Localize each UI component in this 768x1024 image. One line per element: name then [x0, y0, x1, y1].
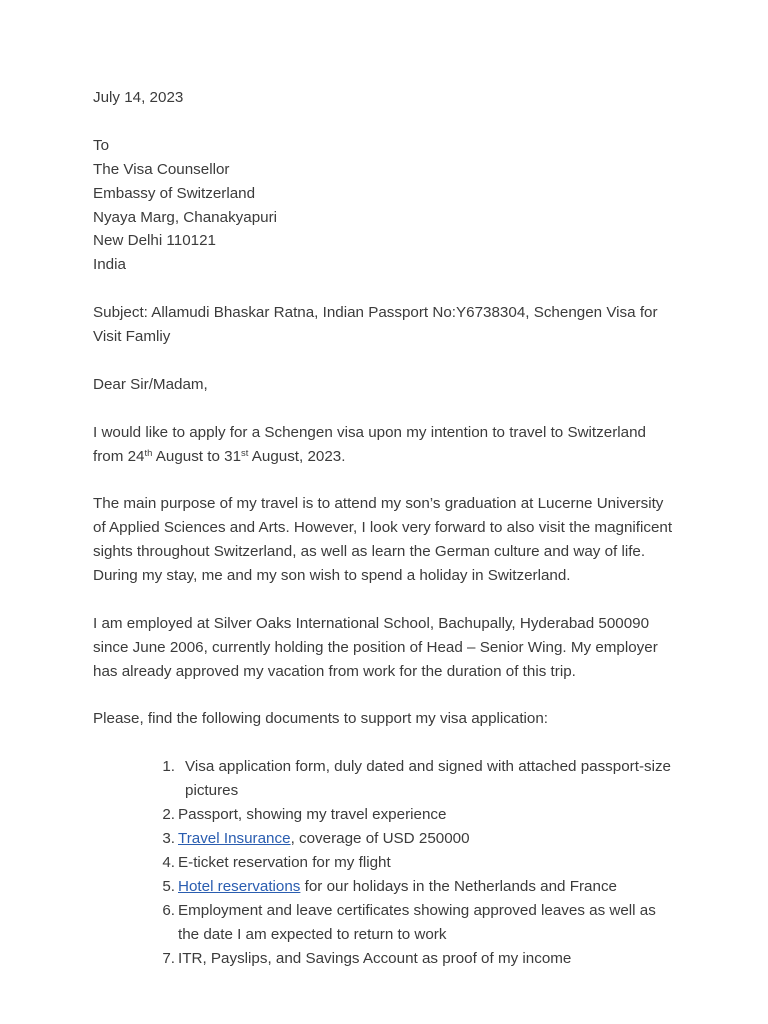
intro-text-part3: August, 2023. — [248, 447, 346, 465]
recipient-line-street: Nyaya Marg, Chanakyapuri — [93, 208, 278, 226]
spacer — [93, 349, 675, 373]
list-item-text-pre: Visa application form, duly dated and signed with attached passport-size pictures — [185, 758, 672, 800]
letter-body — [93, 86, 675, 970]
recipient-line-city: New Delhi 110121 — [93, 232, 216, 250]
list-item-text-pre: ITR, Payslips, and Savings Account as proof of my income — [178, 949, 572, 967]
recipient-line-title: The Visa Counsellor — [93, 160, 230, 178]
recipient-line-embassy: Embassy of Switzerland — [93, 184, 256, 202]
spacer — [93, 588, 675, 612]
spacer — [93, 731, 675, 755]
spacer — [93, 277, 675, 301]
list-item-text-pre: Passport, showing my travel experience — [178, 806, 447, 824]
list-item — [93, 755, 675, 803]
paragraph-purpose: The main purpose of my travel is to attend my son’s graduation at Lucerne University of Applied Sciences and Arts. However, I look very forward to also visit the magnificent sights throughout Switzerland, as well as learn the German culture and way of life. During my stay, me and my son wish to spend a holiday in Switzerland. — [93, 495, 677, 585]
list-item — [93, 899, 675, 947]
hotel-reservations-link[interactable]: Hotel reservations — [178, 877, 301, 895]
intro-ordinal-st: st — [241, 446, 249, 458]
spacer — [93, 397, 675, 421]
letter-date: July 14, 2023 — [93, 89, 184, 106]
list-item-text-post: for our holidays in the Netherlands and France — [300, 877, 617, 895]
recipient-to-label: To — [93, 136, 110, 154]
list-item-number: 1. — [162, 758, 175, 776]
paragraph-documents-intro: Please, find the following documents to support my visa application: — [93, 710, 549, 728]
list-item-text — [178, 755, 675, 803]
recipient-line-country: India — [93, 256, 126, 274]
list-item-number: 3. — [162, 829, 175, 847]
list-item-text-pre: Employment and leave certificates showing approved leaves as well as the date I am expected to return to work — [178, 901, 656, 943]
paragraph-employment: I am employed at Silver Oaks International School, Bachupally, Hyderabad 500090 since June 2006, currently holding the position of Head – Senior Wing. My employer has already approved my vacation from work for the duration of this trip. — [93, 614, 663, 680]
subject-line: Subject: Allamudi Bhaskar Ratna, Indian Passport No:Y6738304, Schengen Visa for Visit Famliy — [93, 304, 662, 346]
spacer — [93, 684, 675, 708]
intro-text-part1: I would like to apply for a Schengen visa upon my intention to travel to Switzerland from 24 — [93, 423, 651, 465]
list-item-text-pre: E-ticket reservation for my flight — [178, 853, 391, 871]
intro-text-part2: August to 31 — [152, 447, 242, 465]
list-item-number: 7. — [162, 949, 175, 967]
greeting-line: Dear Sir/Madam, — [93, 375, 208, 393]
spacer — [93, 110, 675, 134]
list-item-number: 6. — [162, 901, 175, 919]
intro-ordinal-th: th — [144, 446, 153, 458]
supporting-documents-list — [93, 755, 675, 970]
travel-insurance-link[interactable]: Travel Insurance — [178, 829, 291, 847]
list-item — [93, 803, 675, 827]
list-item — [93, 827, 675, 851]
spacer — [93, 468, 675, 492]
list-item-number: 2. — [162, 806, 175, 824]
list-item — [93, 947, 675, 971]
list-item-number: 5. — [162, 877, 175, 895]
list-item — [93, 875, 675, 899]
list-item — [93, 851, 675, 875]
list-item-number: 4. — [162, 853, 175, 871]
paragraph-intro — [93, 421, 675, 469]
list-item-text-post: , coverage of USD 250000 — [290, 829, 470, 847]
